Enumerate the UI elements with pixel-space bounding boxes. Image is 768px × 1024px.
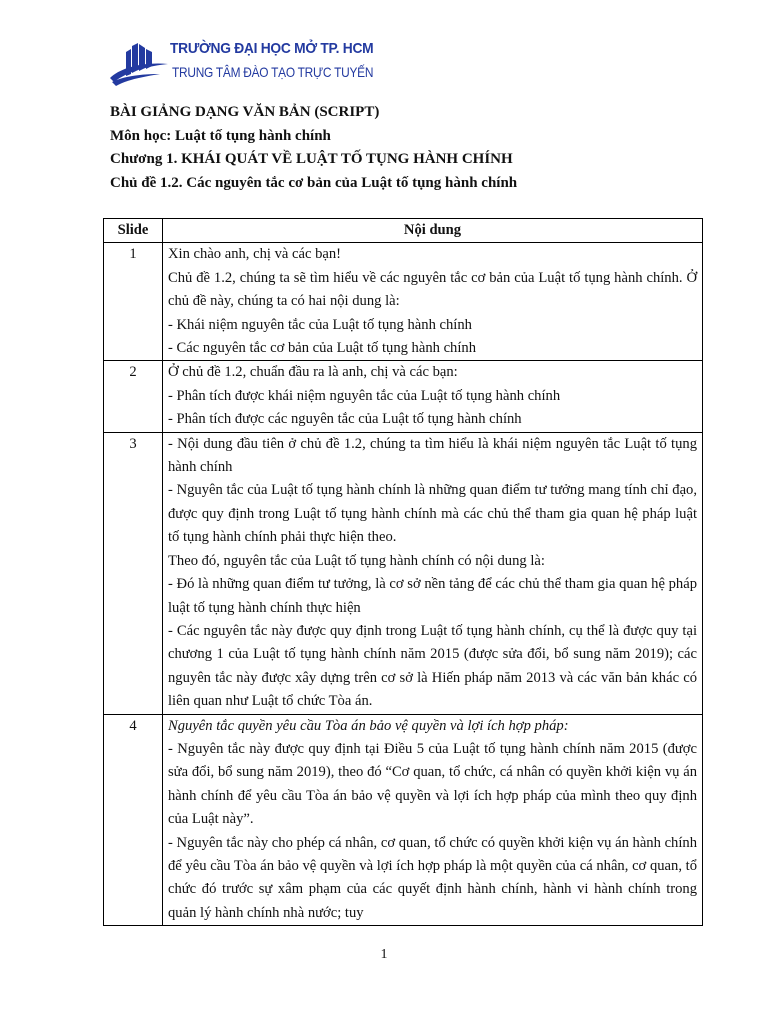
page-number: 1 (380, 947, 388, 962)
content-line: - Khái niệm nguyên tắc của Luật tố tụng hành chính (168, 316, 472, 333)
document-type-title: BÀI GIẢNG DẠNG VĂN BẢN (SCRIPT) (110, 104, 380, 120)
content-line: - Phân tích được các nguyên tắc của Luật tố tụng hành chính (168, 411, 522, 428)
table-row (104, 361, 703, 432)
content-line: Chủ đề 1.2, chúng ta sẽ tìm hiểu về các nguyên tắc cơ bản của Luật tố tụng hành chính. Ở chủ đề này, chúng ta có hai nội dung là: (168, 269, 697, 310)
principle-heading: Nguyên tắc quyền yêu cầu Tòa án bảo vệ quyền và lợi ích hợp pháp: (168, 717, 569, 734)
slide-number: 3 (104, 432, 163, 714)
content-line: - Nguyên tắc của Luật tố tụng hành chính là những quan điểm tư tưởng mang tính chỉ đạo, được quy định trong Luật tố tụng hành chính mà các chủ thể tham gia quan hệ pháp luật tố tụng hành chính phải thực hiện theo. (168, 482, 697, 546)
content-cell (163, 432, 703, 714)
content-line: - Nguyên tắc này được quy định tại Điều 5 của Luật tố tụng hành chính năm 2015 (được sửa đổi, bổ sung năm 2019), theo đó “Cơ quan, tổ chức, cá nhân có quyền khởi kiện vụ án hành chính để yêu cầu Tòa án bảo vệ quyền và lợi ích hợp pháp của mình theo quy định của Luật này”. (168, 740, 697, 828)
table-row (104, 243, 703, 361)
slide-number: 4 (104, 714, 163, 926)
content-line: Theo đó, nguyên tắc của Luật tố tụng hành chính có nội dung là: (168, 552, 545, 569)
slide-number: 1 (104, 243, 163, 361)
chapter-title: Chương 1. KHÁI QUÁT VỀ LUẬT TỐ TỤNG HÀNH CHÍNH (110, 151, 513, 167)
content-line: - Các nguyên tắc cơ bản của Luật tố tụng hành chính (168, 340, 477, 357)
content-line: - Phân tích được khái niệm nguyên tắc của Luật tố tụng hành chính (168, 387, 561, 404)
table-row (104, 714, 703, 926)
content-line: Xin chào anh, chị và các bạn! (168, 246, 342, 263)
slide-number: 2 (104, 361, 163, 432)
content-line: Ở chủ đề 1.2, chuẩn đầu ra là anh, chị và các bạn: (168, 364, 458, 381)
content-line: - Các nguyên tắc này được quy định trong Luật tố tụng hành chính, cụ thể là được quy tại chương 1 của Luật tố tụng hành chính năm 2015 (được sửa đổi, bổ sung năm 2019); các nguyên tắc này được xây dựng trên cơ sở là Hiến pháp năm 2013 và các văn bản khác có liên quan như Luật tổ chức Tòa án. (168, 622, 697, 710)
subject-title: Môn học: Luật tố tụng hành chính (110, 128, 331, 144)
table-row (104, 432, 703, 714)
script-table (103, 218, 703, 926)
table-header-row (104, 219, 703, 243)
book-swoosh-icon (108, 40, 170, 90)
content-cell (163, 714, 703, 926)
content-column-header: Nội dung (163, 219, 703, 243)
content-cell (163, 361, 703, 432)
university-logo (108, 40, 374, 90)
content-line: - Đó là những quan điểm tư tưởng, là cơ sở nền tảng để các chủ thể tham gia quan hệ pháp luật tố tụng hành chính thực hiện (168, 576, 697, 616)
topic-title: Chủ đề 1.2. Các nguyên tắc cơ bản của Luật tố tụng hành chính (110, 175, 518, 191)
logo-university-name: TRƯỜNG ĐẠI HỌC MỞ TP. HCM (170, 40, 374, 57)
slide-column-header: Slide (104, 219, 163, 243)
logo-center-name: TRUNG TÂM ĐÀO TẠO TRỰC TUYẾN (172, 64, 374, 80)
content-cell (163, 243, 703, 361)
content-line: - Nguyên tắc này cho phép cá nhân, cơ quan, tổ chức có quyền khởi kiện vụ án hành chính để yêu cầu Tòa án bảo vệ quyền và lợi ích hợp pháp là một quyền của cá nhân, cơ quan, tổ chức đó trước sự xâm phạm của các quyết định hành chính, hành vi hành chính trong quản lý hành chính nhà nước; tuy (168, 834, 697, 921)
content-line: - Nội dung đầu tiên ở chủ đề 1.2, chúng ta tìm hiểu là khái niệm nguyên tắc Luật tố tụng hành chính (168, 435, 697, 476)
